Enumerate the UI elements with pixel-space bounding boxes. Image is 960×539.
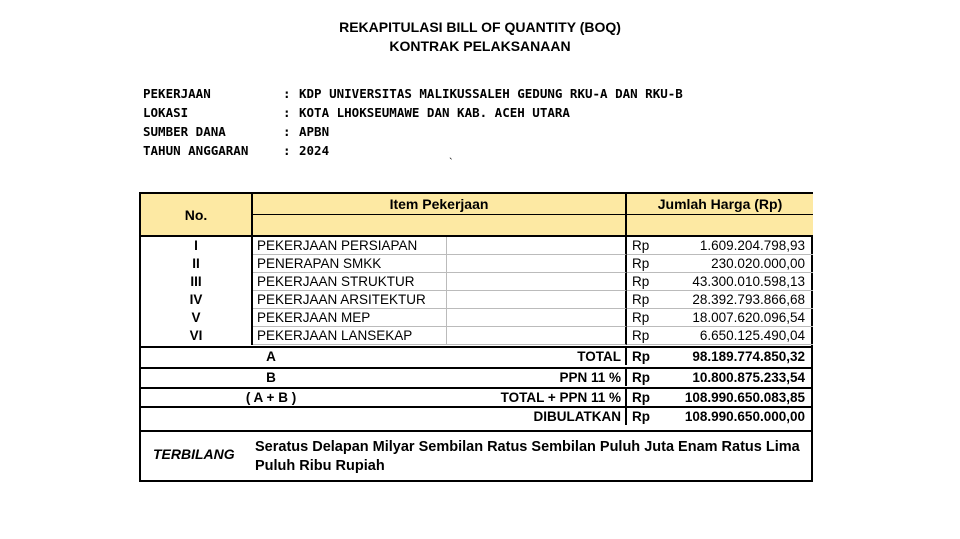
summary-dibulatkan [141,406,813,425]
info-label: SUMBER DANA [143,124,226,139]
terbilang-text: Seratus Delapan Milyar Sembilan Ratus Sembilan Puluh Juta Enam Ratus Lima Puluh Ribu Rupiah [255,439,800,474]
row-currency: Rp [627,255,667,273]
summary-code: B [266,370,276,385]
summary-label-cell [141,389,627,406]
info-value: APBN [299,124,330,139]
summary-currency: Rp [632,409,650,424]
header-amount-sub [627,215,813,237]
row-no: III [141,273,253,291]
summary-label: TOTAL + PPN 11 % [500,390,621,405]
terbilang-label: TERBILANG [153,446,235,462]
row-item: PEKERJAAN MEP [253,309,447,327]
row-value: 6.650.125.490,04 [667,327,813,345]
row-item: PEKERJAAN PERSIAPAN [253,237,447,255]
header-item: Item Pekerjaan [253,194,627,215]
summary-value: 108.990.650.000,00 [684,409,805,424]
row-value: 18.007.620.096,54 [667,309,813,327]
table-row [141,327,813,345]
row-currency: Rp [627,327,667,345]
row-item: PEKERJAAN LANSEKAP [253,327,447,345]
stray-mark: ` [449,157,453,169]
table-row [141,309,813,327]
table-row [141,255,813,273]
summary-value: 108.990.650.083,85 [684,390,805,405]
row-currency: Rp [627,309,667,327]
row-item: PEKERJAAN ARSITEKTUR [253,291,447,309]
summary-label-cell [141,369,627,386]
summary-label: TOTAL [577,349,621,364]
info-value: 2024 [299,143,330,158]
summary-currency: Rp [632,370,650,385]
project-info [143,84,683,160]
header-item-sub [253,215,627,237]
table-row [141,291,813,309]
info-colon: : [283,143,291,158]
info-value: KDP UNIVERSITAS MALIKUSSALEH GEDUNG RKU-A DAN RKU-B [299,86,683,101]
row-item-blank [447,291,627,309]
info-colon: : [283,86,291,101]
header-amount: Jumlah Harga (Rp) [627,194,813,215]
row-item-blank [447,309,627,327]
info-label: TAHUN ANGGARAN [143,143,249,158]
summary-currency: Rp [632,349,650,364]
row-no: I [141,237,253,255]
info-label: LOKASI [143,105,189,120]
info-value: KOTA LHOKSEUMAWE DAN KAB. ACEH UTARA [299,105,570,120]
row-value: 1.609.204.798,93 [667,237,813,255]
document-title: REKAPITULASI BILL OF QUANTITY (BOQ) [339,19,621,35]
info-row-pekerjaan [143,84,683,103]
info-row-sumber-dana [143,122,683,141]
row-item-blank [447,255,627,273]
summary-value: 98.189.774.850,32 [692,349,805,364]
info-colon: : [283,105,291,120]
row-no: VI [141,327,253,345]
table-row [141,273,813,291]
summary-total [141,346,813,365]
info-row-lokasi [143,103,683,122]
summary-code: ( A + B ) [245,390,297,405]
summary-total-ppn [141,387,813,406]
row-currency: Rp [627,273,667,291]
summary-label: DIBULATKAN [533,409,621,424]
row-item: PENERAPAN SMKK [253,255,447,273]
info-label: PEKERJAAN [143,86,211,101]
summary-ppn [141,367,813,386]
summary-label-cell [141,348,627,365]
boq-table [139,192,813,482]
table-row [141,237,813,255]
row-item-blank [447,327,627,345]
summary-currency: Rp [632,390,650,405]
row-no: V [141,309,253,327]
row-currency: Rp [627,291,667,309]
summary-label: PPN 11 % [559,370,621,385]
row-no: II [141,255,253,273]
row-value: 43.300.010.598,13 [667,273,813,291]
summary-code: A [266,349,276,364]
summary-label-cell [141,408,627,425]
row-currency: Rp [627,237,667,255]
row-no: IV [141,291,253,309]
info-colon: : [283,124,291,139]
row-value: 230.020.000,00 [667,255,813,273]
row-item-blank [447,237,627,255]
row-value: 28.392.793.866,68 [667,291,813,309]
header-no: No. [141,194,253,237]
row-item-blank [447,273,627,291]
terbilang-row [141,430,813,482]
info-row-tahun-anggaran [143,141,683,160]
summary-value: 10.800.875.233,54 [692,370,805,385]
row-item: PEKERJAAN STRUKTUR [253,273,447,291]
document-subtitle: KONTRAK PELAKSANAAN [389,38,571,54]
